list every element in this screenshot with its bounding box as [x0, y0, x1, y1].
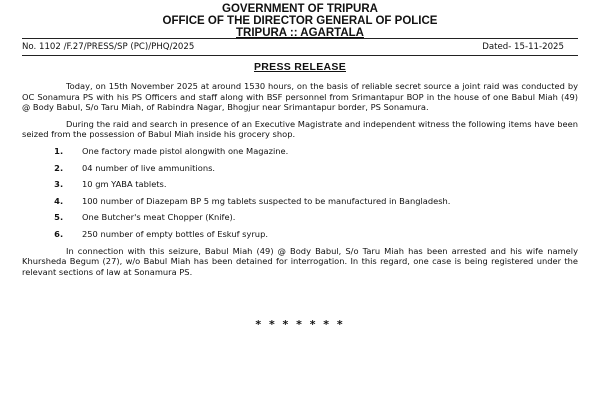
bottom-rule [22, 55, 578, 56]
reference-line [22, 42, 564, 52]
letterhead-government: GOVERNMENT OF TRIPURA [222, 3, 378, 15]
list-item: 4. 100 number of Diazepam BP 5 mg tablets suspected to be manufactured in Bangladesh. [66, 196, 578, 207]
seized-items-list [22, 146, 578, 240]
search-paragraph: During the raid and search in presence of an Executive Magistrate and independent witness the following items have been seized from the possession of Babul Miah inside his grocery shop. [22, 118, 578, 140]
letterhead [0, 3, 600, 39]
list-item: 2. 04 number of live ammunitions. [66, 163, 578, 174]
top-rule [22, 38, 578, 39]
page-title: PRESS RELEASE [253, 61, 346, 73]
closing-paragraph: In connection with this seizure, Babul Miah (49) @ Body Babul, S/o Taru Miah has been arrested and his wife namely Khursheda Begum (27), w/o Babul Miah has been detained for interrogation. In this regard, one case is being registered under the relevant sections of law at Sonamura PS. [22, 245, 578, 277]
press-body [22, 81, 578, 283]
letterhead-office: OFFICE OF THE DIRECTOR GENERAL OF POLICE [162, 15, 438, 27]
reference-number: No. 1102 /F.27/PRESS/SP (PC)/PHQ/2025 [22, 42, 195, 52]
reference-date: Dated- 15-11-2025 [482, 42, 564, 52]
end-mark: * * * * * * * [255, 318, 345, 331]
letterhead-location: TRIPURA :: AGARTALA [236, 27, 364, 39]
intro-paragraph: Today, on 15th November 2025 at around 1530 hours, on the basis of reliable secret source a joint raid was conducted by OC Sonamura PS with his PS Officers and staff along with BSF personnel from Srimantapur BOP in the house of one Babul Miah (49) @ Body Babul, S/o Taru Miah, of Rabindra Nagar, Bhogjur near Srimantapur border, PS Sonamura. [22, 81, 578, 113]
list-item: 1. One factory made pistol alongwith one Magazine. [66, 146, 578, 157]
list-item: 3. 10 gm YABA tablets. [66, 179, 578, 190]
list-item: 5. One Butcher's meat Chopper (Knife). [66, 212, 578, 223]
list-item: 6. 250 number of empty bottles of Eskuf syrup. [66, 229, 578, 240]
